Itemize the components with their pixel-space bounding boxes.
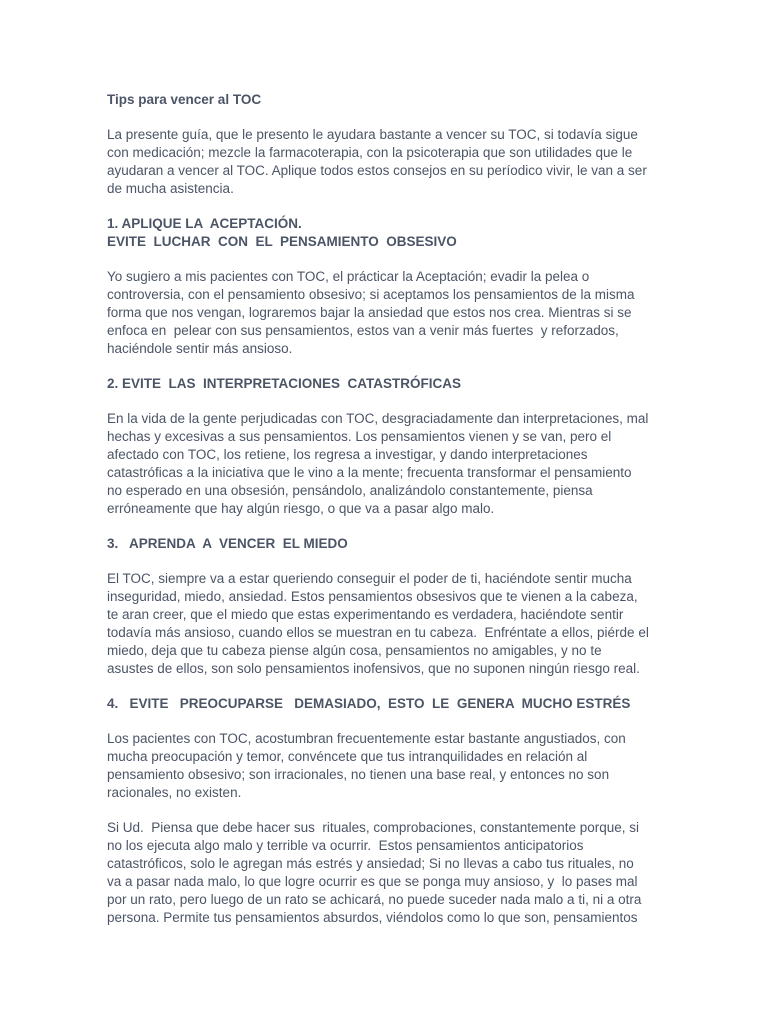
paragraph (107, 126, 707, 198)
paragraph-line: racionales, no existen. (107, 785, 242, 800)
paragraph-line: controversia, con el pensamiento obsesivo; si aceptamos los pensamientos de la misma (107, 287, 635, 302)
paragraph-line: pensamiento obsesivo; son irracionales, no tienen una base real, y entonces no son (107, 767, 610, 782)
paragraph-line: inseguridad, miedo, ansiedad. Estos pensamientos obsesivos que te vienen a la cabeza, (107, 589, 638, 604)
paragraph-line: mucha preocupación y temor, convéncete que tus intranquilidades en relación al (107, 749, 588, 764)
paragraph-line: asustes de ellos, son solo pensamientos inofensivos, que no suponen ningún riesgo real. (107, 661, 640, 676)
section-heading (107, 695, 707, 713)
heading-line: 2. EVITE LAS INTERPRETACIONES CATASTRÓFICAS (107, 376, 462, 391)
paragraph-line: hechas y excesivas a sus pensamientos. Los pensamientos vienen y se van, pero el (107, 429, 612, 444)
section-heading (107, 535, 707, 553)
paragraph-line: catastróficas a la iniciativa que le vino a la mente; frecuenta transformar el pensamiento (107, 465, 632, 480)
paragraph-line: enfoca en pelear con sus pensamientos, estos van a venir más fuertes y reforzados, (107, 323, 619, 338)
section-heading (107, 215, 707, 251)
paragraph-line: ayudaran a vencer al TOC. Aplique todos estos consejos en su períodico vivir, le van a ser (107, 163, 647, 178)
paragraph-line: El TOC, siempre va a estar queriendo conseguir el poder de ti, haciéndote sentir mucha (107, 571, 632, 586)
heading-line: 1. APLIQUE LA ACEPTACIÓN. (107, 216, 302, 231)
paragraph-line: va a pasar nada malo, lo que logre ocurrir es que se ponga muy ansioso, y lo pases mal (107, 874, 638, 889)
paragraph (107, 819, 707, 927)
paragraph (107, 410, 707, 518)
paragraph-line: no esperado en una obsesión, pensándolo, analizándolo constantemente, piensa (107, 483, 593, 498)
paragraph-line: Los pacientes con TOC, acostumbran frecuentemente estar bastante angustiados, con (107, 731, 626, 746)
paragraph (107, 570, 707, 678)
paragraph (107, 730, 707, 802)
paragraph-line: con medicación; mezcle la farmacoterapia, con la psicoterapia que son utilidades que le (107, 145, 633, 160)
heading-line: 3. APRENDA A VENCER EL MIEDO (107, 536, 348, 551)
heading-line: EVITE LUCHAR CON EL PENSAMIENTO OBSESIVO (107, 234, 457, 249)
paragraph (107, 268, 707, 358)
paragraph-line: haciéndole sentir más ansioso. (107, 341, 293, 356)
document-title: Tips para vencer al TOC (107, 92, 262, 107)
paragraph-line: catastróficos, solo le agregan más estrés y ansiedad; Si no llevas a cabo tus rituales, no (107, 856, 634, 871)
section-heading (107, 375, 707, 393)
paragraph-line: miedo, deja que tu cabeza piense algún cosa, pensamientos no amigables, y no te (107, 643, 602, 658)
document-page (107, 91, 707, 944)
paragraph-line: En la vida de la gente perjudicadas con TOC, desgraciadamente dan interpretaciones, mal (107, 411, 649, 426)
paragraph-line: forma que nos vengan, lograremos bajar la ansiedad que estos nos crea. Mientras si se (107, 305, 632, 320)
paragraph-line: todavía más ansioso, cuando ellos se muestran en tu cabeza. Enfréntate a ellos, piérde el (107, 625, 649, 640)
paragraph-line: erróneamente que hay algún riesgo, o que va a pasar algo malo. (107, 501, 495, 516)
heading-line: 4. EVITE PREOCUPARSE DEMASIADO, ESTO LE GENERA MUCHO ESTRÉS (107, 696, 631, 711)
paragraph-line: no los ejecuta algo malo y terrible va ocurrir. Estos pensamientos anticipatorios (107, 838, 584, 853)
paragraph-line: Yo sugiero a mis pacientes con TOC, el prácticar la Aceptación; evadir la pelea o (107, 269, 590, 284)
paragraph-line: de mucha asistencia. (107, 181, 234, 196)
paragraph-line: Si Ud. Piensa que debe hacer sus rituales, comprobaciones, constantemente porque, si (107, 820, 640, 835)
paragraph-line: persona. Permite tus pensamientos absurdos, viéndolos como lo que son, pensamientos (107, 910, 638, 925)
paragraph-line: La presente guía, que le presento le ayudara bastante a vencer su TOC, si todavía sigue (107, 127, 638, 142)
document-body (107, 126, 707, 927)
paragraph-line: por un rato, pero luego de un rato se achicará, no puede suceder nada malo a ti, ni a otra (107, 892, 642, 907)
paragraph-line: afectado con TOC, los retiene, los regresa a investigar, y dando interpretaciones (107, 447, 588, 462)
paragraph-line: te aran creer, que el miedo que estas experimentando es verdadera, haciéndote sentir (107, 607, 624, 622)
